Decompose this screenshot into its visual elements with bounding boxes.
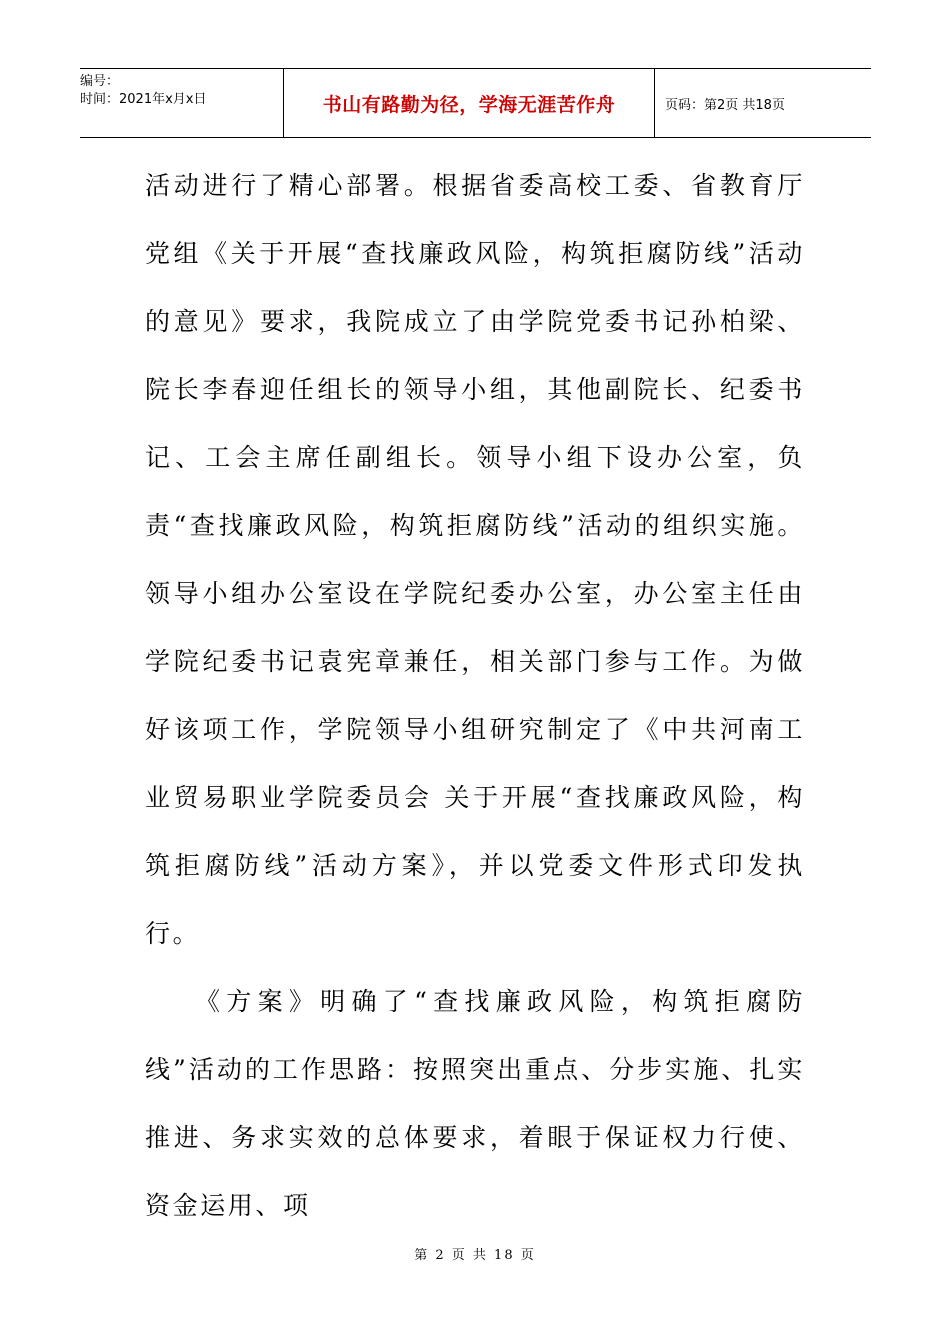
header-motto: 书山有路勤为径，学海无涯苦作舟: [322, 93, 616, 116]
document-time-label: 时间：2021年x月x日: [80, 92, 207, 107]
document-number-label: 编号：: [80, 74, 120, 89]
header-motto-cell: [283, 69, 655, 137]
page-header: [80, 68, 871, 138]
header-page-info-cell: [655, 69, 871, 137]
header-page-info: 页码：第2页 共18页: [665, 97, 785, 113]
page-footer: 第 2 页 共 18 页: [414, 1248, 536, 1263]
header-meta: [80, 69, 283, 137]
paragraph-2: 《方案》明确了“查找廉政风险，构筑拒腐防线”活动的工作思路：按照突出重点、分步实施、扎实推进、务求实效的总体要求，着眼于保证权力行使、资金运用、项: [145, 987, 805, 1220]
paragraph-1: 活动进行了精心部署。根据省委高校工委、省教育厅党组《关于开展“查找廉政风险，构筑拒腐防线”活动的意见》要求，我院成立了由学院党委书记孙柏梁、院长李春迎任组长的领导小组，其他副院长、纪委书记、工会主席任副组长。领导小组下设办公室，负责“查找廉政风险，构筑拒腐防线”活动的组织实施。领导小组办公室设在学院纪委办公室，办公室主任由学院纪委书记袁宪章兼任，相关部门参与工作。为做好该项工作，学院领导小组研究制定了《中共河南工业贸易职业学院委员会 关于开展“查找廉政风险，构筑拒腐防线”活动方案》，并以党委文件形式印发执行。: [145, 171, 805, 948]
document-body: [145, 152, 805, 1240]
